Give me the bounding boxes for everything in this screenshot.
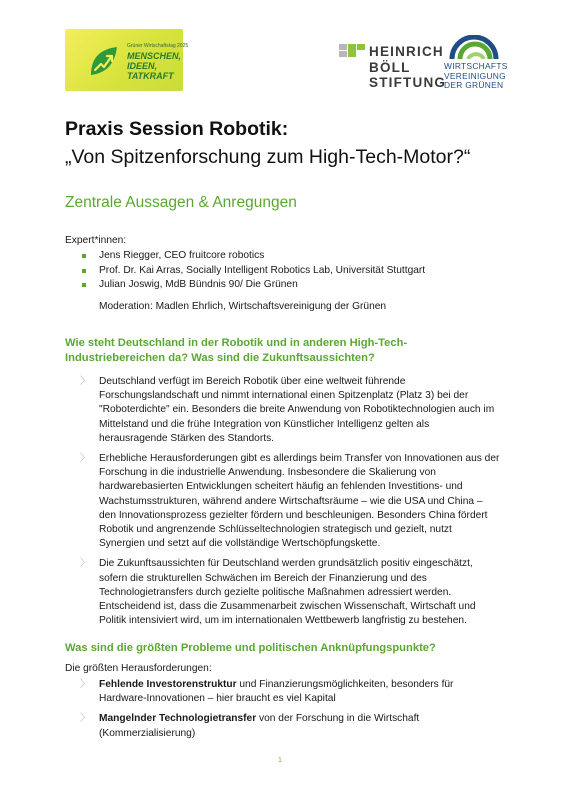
hbs-line-2: BÖLL [369,59,411,75]
hbs-line-1: HEINRICH [369,44,444,59]
chevron-right-icon: 〉 [80,376,90,387]
answers-list-1 [80,375,500,634]
answer-item [80,452,500,551]
challenge-item [80,712,500,740]
badge-line-2: IDEEN, [127,61,158,71]
expert-text: Prof. Dr. Kai Arras, Socially Intelligent Robotics Lab, Universität Stuttgart [99,264,426,276]
wv-line-3: DER GRÜNEN [444,80,504,91]
document-subtitle: „Von Spitzenforschung zum High-Tech-Motor?“ [65,146,471,168]
experts-label: Expert*innen: [65,235,127,246]
wv-arch-logo-icon [444,35,504,59]
chevron-right-icon: 〉 [80,679,90,690]
chevron-right-icon: 〉 [80,558,90,570]
expert-item [80,249,425,264]
bullet-square-icon [82,269,86,273]
experts-list [80,249,425,293]
wv-logo-text [444,62,508,91]
challenge-bold: Fehlende Investorenstruktur [99,679,237,690]
hbs-logo-icon [339,44,367,58]
question-heading-2: Was sind die größten Probleme und politischen Anknüpfungspunkte? [65,642,436,654]
growth-arrow-icon [87,45,119,77]
bullet-square-icon [82,283,86,287]
answer-item [80,557,500,628]
expert-text: Julian Joswig, MdB Bündnis 90/ Die Grünen [99,279,298,290]
badge-event-name: Grüner Wirtschaftstag 2025 [127,43,189,49]
answer-text: Erhebliche Herausforderungen gibt es allerdings beim Transfer von Innovationen aus der Forschung in die industrielle Anwendung. Insbesondere die Skalierung von hardwarebasierten Entwicklungen scheitert häufig an fehlenden Investitions- und Wachstumsstrukturen, während andere Wirtschaftsräume – wie die USA und China – den Innovationsprozess gezielter fördern und beschleunigen. Besonders China fördert Robotik und angrenzende Schlüsseltechnologien strategisch und gezielt, nutzt Synergien und setzt auf die vollständige Wertschöpfungskette. [99,453,500,550]
wv-line-2: VEREINIGUNG [444,70,506,81]
chevron-right-icon: 〉 [80,453,90,465]
question-heading-1: Wie steht Deutschland in der Robotik und in anderen High-Tech-Industriebereichen da? Was sind die Zukunftsaussichten? [65,337,408,364]
challenge-item [80,678,500,706]
challenge-text: und Finanzierungsmöglichkeiten, besonders für Hardware-Innovationen – hier braucht es viel Kapital [99,679,454,705]
answer-item [80,375,500,446]
answer-text: Deutschland verfügt im Bereich Robotik über eine weltweit führende Forschungslandschaft und nimmt international einen Spitzenplatz (Platz 3) bei der "Roboterdichte" ein. Besonders die breite Anwendung von Robotiktechnologien auch im Mittelstand und die frühe Integration von Künstlicher Intelligenz gelten als herausragende Stärken des Standorts. [99,376,495,444]
hbs-logo-text [369,44,446,91]
answer-text: Die Zukunftsaussichten für Deutschland werden grundsätzlich positiv eingeschätzt, sofern die strukturellen Schwächen im Bereich der Finanzierung und des Technologietransfers durch gezielte politische Maßnahmen adressiert werden. Entscheidend ist, dass die Zusammenarbeit zwischen Wissenschaft, Wirtschaft und Politik intensiviert wird, um im internationalen Wettbewerb langfristig zu bestehen. [99,558,476,627]
hbs-line-3: STIFTUNG [369,75,447,90]
expert-item [80,264,425,279]
challenge-text: von der Forschung in die Wirtschaft (Kommerzialisierung) [99,713,420,739]
expert-item [80,278,425,293]
event-badge-logo [65,29,189,91]
challenges-lead: Die größten Herausforderungen: [65,663,212,674]
expert-text: Jens Riegger, CEO fruitcore robotics [99,250,265,261]
wv-line-1: WIRTSCHAFTS [444,61,508,71]
badge-line-3: TATKRAFT [127,71,174,81]
chevron-right-icon: 〉 [80,713,90,725]
moderation-line: Moderation: Madlen Ehrlich, Wirtschaftsvereinigung der Grünen [99,301,387,312]
section-heading: Zentrale Aussagen & Anregungen [65,194,297,211]
challenges-list [80,678,500,747]
challenge-bold: Mangelnder Technologietransfer [99,713,257,725]
document-title: Praxis Session Robotik: [65,118,289,140]
page-number: 1 [278,757,282,764]
badge-line-1: MENSCHEN, [127,51,182,61]
bullet-square-icon [82,254,86,258]
